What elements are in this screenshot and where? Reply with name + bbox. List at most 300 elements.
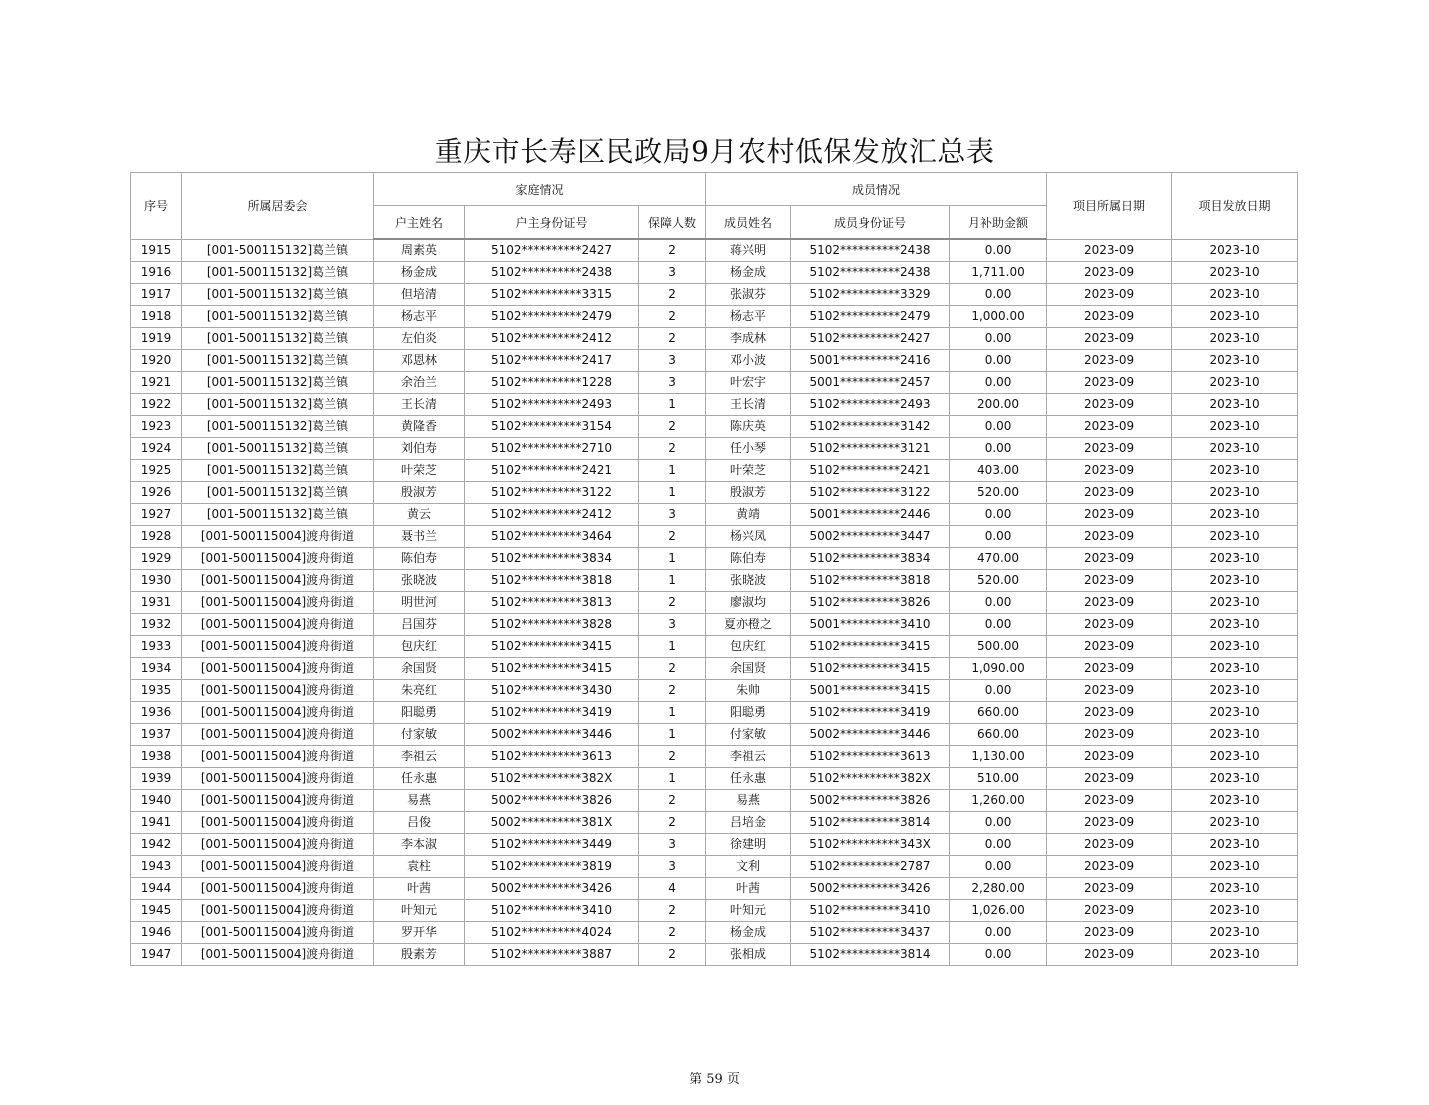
cell-seq: 1922 <box>131 394 182 416</box>
cell-member-id: 5102**********3814 <box>791 812 950 834</box>
cell-committee: [001-500115004]渡舟街道 <box>182 680 374 702</box>
table-row <box>131 504 1298 526</box>
cell-covered: 1 <box>639 460 706 482</box>
cell-subsidy: 500.00 <box>950 636 1047 658</box>
cell-head-id: 5102**********2493 <box>465 394 639 416</box>
cell-head-name: 杨金成 <box>374 262 465 284</box>
cell-member-name: 蒋兴明 <box>706 239 791 262</box>
cell-member-name: 包庆红 <box>706 636 791 658</box>
cell-covered: 2 <box>639 790 706 812</box>
table-row <box>131 306 1298 328</box>
cell-head-id: 5102**********3818 <box>465 570 639 592</box>
cell-seq: 1934 <box>131 658 182 680</box>
cell-project-date: 2023-09 <box>1047 680 1172 702</box>
cell-member-name: 王长清 <box>706 394 791 416</box>
cell-member-id: 5002**********3426 <box>791 878 950 900</box>
cell-member-id: 5102**********3410 <box>791 900 950 922</box>
cell-issue-date: 2023-10 <box>1172 239 1298 262</box>
cell-project-date: 2023-09 <box>1047 548 1172 570</box>
cell-covered: 2 <box>639 944 706 966</box>
cell-head-name: 阳聪勇 <box>374 702 465 724</box>
cell-head-id: 5102**********2421 <box>465 460 639 482</box>
cell-head-id: 5102**********3449 <box>465 834 639 856</box>
cell-seq: 1947 <box>131 944 182 966</box>
cell-project-date: 2023-09 <box>1047 328 1172 350</box>
cell-committee: [001-500115004]渡舟街道 <box>182 790 374 812</box>
cell-head-id: 5102**********3154 <box>465 416 639 438</box>
cell-member-name: 叶宏宇 <box>706 372 791 394</box>
table-row <box>131 680 1298 702</box>
cell-head-name: 邓恩林 <box>374 350 465 372</box>
cell-member-name: 付家敏 <box>706 724 791 746</box>
cell-member-id: 5102**********2479 <box>791 306 950 328</box>
table-row <box>131 658 1298 680</box>
cell-project-date: 2023-09 <box>1047 306 1172 328</box>
cell-head-id: 5102**********3613 <box>465 746 639 768</box>
cell-member-id: 5102**********3834 <box>791 548 950 570</box>
table-row <box>131 856 1298 878</box>
cell-member-id: 5102**********2787 <box>791 856 950 878</box>
cell-subsidy: 0.00 <box>950 239 1047 262</box>
cell-seq: 1941 <box>131 812 182 834</box>
cell-seq: 1924 <box>131 438 182 460</box>
cell-subsidy: 0.00 <box>950 504 1047 526</box>
cell-seq: 1937 <box>131 724 182 746</box>
cell-project-date: 2023-09 <box>1047 526 1172 548</box>
cell-head-id: 5002**********381X <box>465 812 639 834</box>
cell-head-id: 5102**********2412 <box>465 504 639 526</box>
cell-committee: [001-500115004]渡舟街道 <box>182 614 374 636</box>
cell-project-date: 2023-09 <box>1047 746 1172 768</box>
cell-project-date: 2023-09 <box>1047 790 1172 812</box>
cell-head-id: 5102**********3887 <box>465 944 639 966</box>
cell-head-name: 张晓波 <box>374 570 465 592</box>
summary-table <box>130 172 1298 966</box>
cell-issue-date: 2023-10 <box>1172 944 1298 966</box>
cell-project-date: 2023-09 <box>1047 460 1172 482</box>
cell-subsidy: 0.00 <box>950 592 1047 614</box>
cell-project-date: 2023-09 <box>1047 482 1172 504</box>
cell-subsidy: 2,280.00 <box>950 878 1047 900</box>
cell-committee: [001-500115004]渡舟街道 <box>182 724 374 746</box>
cell-committee: [001-500115132]葛兰镇 <box>182 239 374 262</box>
cell-subsidy: 1,711.00 <box>950 262 1047 284</box>
cell-member-name: 李祖云 <box>706 746 791 768</box>
cell-subsidy: 470.00 <box>950 548 1047 570</box>
cell-member-name: 文利 <box>706 856 791 878</box>
cell-member-name: 任小琴 <box>706 438 791 460</box>
cell-subsidy: 1,260.00 <box>950 790 1047 812</box>
cell-covered: 2 <box>639 526 706 548</box>
table-row <box>131 724 1298 746</box>
cell-issue-date: 2023-10 <box>1172 504 1298 526</box>
cell-head-name: 叶荣芝 <box>374 460 465 482</box>
cell-member-name: 夏亦橙之 <box>706 614 791 636</box>
table-row <box>131 262 1298 284</box>
cell-seq: 1942 <box>131 834 182 856</box>
cell-member-id: 5102**********2493 <box>791 394 950 416</box>
cell-head-id: 5002**********3446 <box>465 724 639 746</box>
cell-issue-date: 2023-10 <box>1172 834 1298 856</box>
cell-member-name: 吕培金 <box>706 812 791 834</box>
cell-member-name: 杨志平 <box>706 306 791 328</box>
cell-covered: 3 <box>639 262 706 284</box>
cell-subsidy: 403.00 <box>950 460 1047 482</box>
cell-head-id: 5102**********3410 <box>465 900 639 922</box>
table-row <box>131 239 1298 262</box>
table-row <box>131 416 1298 438</box>
cell-head-name: 殷素芳 <box>374 944 465 966</box>
cell-head-name: 包庆红 <box>374 636 465 658</box>
cell-covered: 1 <box>639 548 706 570</box>
cell-project-date: 2023-09 <box>1047 416 1172 438</box>
cell-head-id: 5102**********3464 <box>465 526 639 548</box>
cell-committee: [001-500115004]渡舟街道 <box>182 746 374 768</box>
cell-head-name: 叶茜 <box>374 878 465 900</box>
cell-subsidy: 660.00 <box>950 724 1047 746</box>
cell-project-date: 2023-09 <box>1047 350 1172 372</box>
table-row <box>131 614 1298 636</box>
cell-issue-date: 2023-10 <box>1172 438 1298 460</box>
cell-issue-date: 2023-10 <box>1172 790 1298 812</box>
cell-committee: [001-500115004]渡舟街道 <box>182 548 374 570</box>
cell-issue-date: 2023-10 <box>1172 306 1298 328</box>
cell-issue-date: 2023-10 <box>1172 614 1298 636</box>
cell-member-id: 5102**********3419 <box>791 702 950 724</box>
cell-seq: 1923 <box>131 416 182 438</box>
cell-seq: 1917 <box>131 284 182 306</box>
cell-committee: [001-500115004]渡舟街道 <box>182 658 374 680</box>
cell-seq: 1943 <box>131 856 182 878</box>
cell-member-id: 5001**********2416 <box>791 350 950 372</box>
table-row <box>131 394 1298 416</box>
table-row <box>131 702 1298 724</box>
cell-committee: [001-500115132]葛兰镇 <box>182 438 374 460</box>
cell-covered: 3 <box>639 834 706 856</box>
page-title: 重庆市长寿区民政局9月农村低保发放汇总表 <box>434 135 995 168</box>
cell-project-date: 2023-09 <box>1047 658 1172 680</box>
cell-member-id: 5001**********2457 <box>791 372 950 394</box>
table-row <box>131 350 1298 372</box>
cell-issue-date: 2023-10 <box>1172 328 1298 350</box>
cell-head-name: 明世河 <box>374 592 465 614</box>
cell-committee: [001-500115132]葛兰镇 <box>182 328 374 350</box>
cell-head-name: 黄云 <box>374 504 465 526</box>
cell-head-name: 陈伯寿 <box>374 548 465 570</box>
cell-head-name: 刘伯寿 <box>374 438 465 460</box>
cell-project-date: 2023-09 <box>1047 284 1172 306</box>
cell-project-date: 2023-09 <box>1047 900 1172 922</box>
table-row <box>131 636 1298 658</box>
cell-project-date: 2023-09 <box>1047 768 1172 790</box>
cell-head-id: 5102**********3813 <box>465 592 639 614</box>
cell-project-date: 2023-09 <box>1047 812 1172 834</box>
cell-covered: 3 <box>639 504 706 526</box>
cell-subsidy: 0.00 <box>950 680 1047 702</box>
cell-subsidy: 0.00 <box>950 856 1047 878</box>
cell-head-name: 但培清 <box>374 284 465 306</box>
cell-head-id: 5102**********3315 <box>465 284 639 306</box>
cell-member-name: 陈伯寿 <box>706 548 791 570</box>
cell-seq: 1925 <box>131 460 182 482</box>
cell-head-id: 5102**********2427 <box>465 239 639 262</box>
cell-head-name: 叶知元 <box>374 900 465 922</box>
cell-head-id: 5102**********3419 <box>465 702 639 724</box>
cell-head-id: 5102**********2479 <box>465 306 639 328</box>
cell-head-id: 5102**********4024 <box>465 922 639 944</box>
cell-member-id: 5102**********2421 <box>791 460 950 482</box>
table-row <box>131 592 1298 614</box>
table-row <box>131 328 1298 350</box>
cell-member-name: 廖淑均 <box>706 592 791 614</box>
cell-seq: 1928 <box>131 526 182 548</box>
table-row <box>131 372 1298 394</box>
cell-seq: 1938 <box>131 746 182 768</box>
cell-issue-date: 2023-10 <box>1172 482 1298 504</box>
cell-seq: 1945 <box>131 900 182 922</box>
cell-project-date: 2023-09 <box>1047 878 1172 900</box>
cell-member-name: 张淑芬 <box>706 284 791 306</box>
table-row <box>131 922 1298 944</box>
cell-subsidy: 0.00 <box>950 944 1047 966</box>
table-row <box>131 790 1298 812</box>
page-number: 第 59 页 <box>689 1072 740 1087</box>
cell-committee: [001-500115132]葛兰镇 <box>182 262 374 284</box>
cell-issue-date: 2023-10 <box>1172 878 1298 900</box>
cell-head-id: 5002**********3426 <box>465 878 639 900</box>
cell-covered: 2 <box>639 306 706 328</box>
cell-seq: 1931 <box>131 592 182 614</box>
cell-subsidy: 0.00 <box>950 438 1047 460</box>
cell-subsidy: 1,090.00 <box>950 658 1047 680</box>
cell-covered: 2 <box>639 328 706 350</box>
cell-subsidy: 520.00 <box>950 570 1047 592</box>
cell-issue-date: 2023-10 <box>1172 548 1298 570</box>
cell-subsidy: 0.00 <box>950 372 1047 394</box>
cell-project-date: 2023-09 <box>1047 636 1172 658</box>
cell-member-id: 5102**********3415 <box>791 636 950 658</box>
cell-head-name: 杨志平 <box>374 306 465 328</box>
cell-member-name: 叶知元 <box>706 900 791 922</box>
cell-committee: [001-500115132]葛兰镇 <box>182 306 374 328</box>
cell-subsidy: 660.00 <box>950 702 1047 724</box>
cell-head-id: 5002**********3826 <box>465 790 639 812</box>
cell-seq: 1919 <box>131 328 182 350</box>
cell-subsidy: 200.00 <box>950 394 1047 416</box>
cell-member-name: 易燕 <box>706 790 791 812</box>
cell-issue-date: 2023-10 <box>1172 570 1298 592</box>
cell-subsidy: 1,000.00 <box>950 306 1047 328</box>
cell-member-id: 5102**********2438 <box>791 239 950 262</box>
cell-covered: 1 <box>639 768 706 790</box>
cell-head-name: 易燕 <box>374 790 465 812</box>
cell-project-date: 2023-09 <box>1047 614 1172 636</box>
col-header-member-name: 成员姓名 <box>706 206 791 240</box>
cell-head-id: 5102**********382X <box>465 768 639 790</box>
cell-head-name: 袁柱 <box>374 856 465 878</box>
cell-issue-date: 2023-10 <box>1172 460 1298 482</box>
cell-member-id: 5102**********3122 <box>791 482 950 504</box>
cell-member-id: 5102**********3329 <box>791 284 950 306</box>
cell-covered: 3 <box>639 350 706 372</box>
cell-head-id: 5102**********3819 <box>465 856 639 878</box>
cell-head-name: 黄隆香 <box>374 416 465 438</box>
cell-member-name: 任永惠 <box>706 768 791 790</box>
cell-head-name: 左伯炎 <box>374 328 465 350</box>
cell-committee: [001-500115132]葛兰镇 <box>182 504 374 526</box>
cell-issue-date: 2023-10 <box>1172 416 1298 438</box>
cell-head-id: 5102**********1228 <box>465 372 639 394</box>
cell-committee: [001-500115132]葛兰镇 <box>182 460 374 482</box>
cell-covered: 3 <box>639 614 706 636</box>
cell-committee: [001-500115004]渡舟街道 <box>182 570 374 592</box>
cell-head-name: 王长清 <box>374 394 465 416</box>
cell-member-name: 朱帅 <box>706 680 791 702</box>
cell-covered: 2 <box>639 438 706 460</box>
table-row <box>131 746 1298 768</box>
table-row <box>131 944 1298 966</box>
cell-covered: 1 <box>639 570 706 592</box>
cell-covered: 2 <box>639 416 706 438</box>
col-group-family: 家庭情况 <box>374 173 706 206</box>
cell-head-id: 5102**********3122 <box>465 482 639 504</box>
cell-member-name: 张晓波 <box>706 570 791 592</box>
cell-seq: 1920 <box>131 350 182 372</box>
cell-subsidy: 0.00 <box>950 284 1047 306</box>
cell-member-id: 5102**********343X <box>791 834 950 856</box>
cell-covered: 2 <box>639 900 706 922</box>
cell-project-date: 2023-09 <box>1047 504 1172 526</box>
col-header-head-id: 户主身份证号 <box>465 206 639 240</box>
cell-committee: [001-500115004]渡舟街道 <box>182 812 374 834</box>
table-row <box>131 878 1298 900</box>
col-header-subsidy: 月补助金额 <box>950 206 1047 240</box>
cell-covered: 1 <box>639 702 706 724</box>
cell-seq: 1927 <box>131 504 182 526</box>
cell-member-id: 5102**********382X <box>791 768 950 790</box>
cell-subsidy: 1,130.00 <box>950 746 1047 768</box>
cell-member-name: 陈庆英 <box>706 416 791 438</box>
cell-issue-date: 2023-10 <box>1172 284 1298 306</box>
cell-head-id: 5102**********3834 <box>465 548 639 570</box>
cell-seq: 1939 <box>131 768 182 790</box>
table-row <box>131 438 1298 460</box>
cell-project-date: 2023-09 <box>1047 394 1172 416</box>
cell-head-id: 5102**********2417 <box>465 350 639 372</box>
cell-subsidy: 0.00 <box>950 812 1047 834</box>
cell-issue-date: 2023-10 <box>1172 372 1298 394</box>
cell-issue-date: 2023-10 <box>1172 592 1298 614</box>
cell-head-name: 李本淑 <box>374 834 465 856</box>
cell-seq: 1915 <box>131 239 182 262</box>
cell-project-date: 2023-09 <box>1047 702 1172 724</box>
cell-member-id: 5001**********3410 <box>791 614 950 636</box>
cell-project-date: 2023-09 <box>1047 262 1172 284</box>
cell-seq: 1946 <box>131 922 182 944</box>
cell-member-id: 5102**********3818 <box>791 570 950 592</box>
cell-issue-date: 2023-10 <box>1172 812 1298 834</box>
cell-seq: 1918 <box>131 306 182 328</box>
cell-project-date: 2023-09 <box>1047 834 1172 856</box>
cell-project-date: 2023-09 <box>1047 856 1172 878</box>
cell-head-name: 朱亮红 <box>374 680 465 702</box>
cell-member-id: 5102**********2438 <box>791 262 950 284</box>
cell-member-id: 5102**********3121 <box>791 438 950 460</box>
cell-head-id: 5102**********2710 <box>465 438 639 460</box>
table-header <box>131 173 1298 240</box>
cell-seq: 1930 <box>131 570 182 592</box>
cell-project-date: 2023-09 <box>1047 724 1172 746</box>
cell-member-id: 5102**********2427 <box>791 328 950 350</box>
cell-subsidy: 0.00 <box>950 416 1047 438</box>
cell-project-date: 2023-09 <box>1047 239 1172 262</box>
cell-issue-date: 2023-10 <box>1172 746 1298 768</box>
cell-subsidy: 520.00 <box>950 482 1047 504</box>
cell-member-name: 余国贤 <box>706 658 791 680</box>
cell-member-name: 李成林 <box>706 328 791 350</box>
cell-member-id: 5002**********3826 <box>791 790 950 812</box>
cell-head-name: 付家敏 <box>374 724 465 746</box>
cell-head-id: 5102**********2412 <box>465 328 639 350</box>
cell-head-id: 5102**********2438 <box>465 262 639 284</box>
cell-issue-date: 2023-10 <box>1172 680 1298 702</box>
table-body <box>131 239 1298 966</box>
cell-project-date: 2023-09 <box>1047 944 1172 966</box>
cell-covered: 2 <box>639 922 706 944</box>
cell-seq: 1921 <box>131 372 182 394</box>
cell-committee: [001-500115132]葛兰镇 <box>182 394 374 416</box>
cell-issue-date: 2023-10 <box>1172 658 1298 680</box>
cell-head-name: 吕俊 <box>374 812 465 834</box>
cell-subsidy: 0.00 <box>950 526 1047 548</box>
cell-covered: 1 <box>639 482 706 504</box>
cell-committee: [001-500115132]葛兰镇 <box>182 284 374 306</box>
col-header-covered: 保障人数 <box>639 206 706 240</box>
cell-head-name: 余国贤 <box>374 658 465 680</box>
cell-subsidy: 0.00 <box>950 614 1047 636</box>
cell-seq: 1940 <box>131 790 182 812</box>
col-header-seq: 序号 <box>131 173 182 240</box>
cell-seq: 1929 <box>131 548 182 570</box>
cell-covered: 4 <box>639 878 706 900</box>
cell-member-id: 5102**********3142 <box>791 416 950 438</box>
cell-committee: [001-500115132]葛兰镇 <box>182 350 374 372</box>
cell-committee: [001-500115004]渡舟街道 <box>182 834 374 856</box>
cell-committee: [001-500115004]渡舟街道 <box>182 526 374 548</box>
cell-member-name: 杨金成 <box>706 922 791 944</box>
cell-seq: 1936 <box>131 702 182 724</box>
cell-covered: 2 <box>639 746 706 768</box>
cell-subsidy: 1,026.00 <box>950 900 1047 922</box>
cell-issue-date: 2023-10 <box>1172 262 1298 284</box>
table-row <box>131 548 1298 570</box>
cell-member-name: 邓小波 <box>706 350 791 372</box>
cell-member-id: 5002**********3446 <box>791 724 950 746</box>
table-row <box>131 284 1298 306</box>
cell-committee: [001-500115004]渡舟街道 <box>182 856 374 878</box>
cell-subsidy: 0.00 <box>950 350 1047 372</box>
cell-member-id: 5102**********3437 <box>791 922 950 944</box>
cell-member-id: 5102**********3826 <box>791 592 950 614</box>
cell-seq: 1932 <box>131 614 182 636</box>
cell-head-name: 李祖云 <box>374 746 465 768</box>
cell-committee: [001-500115004]渡舟街道 <box>182 944 374 966</box>
cell-seq: 1926 <box>131 482 182 504</box>
cell-covered: 1 <box>639 394 706 416</box>
cell-committee: [001-500115004]渡舟街道 <box>182 900 374 922</box>
table-row <box>131 768 1298 790</box>
cell-head-name: 罗开华 <box>374 922 465 944</box>
